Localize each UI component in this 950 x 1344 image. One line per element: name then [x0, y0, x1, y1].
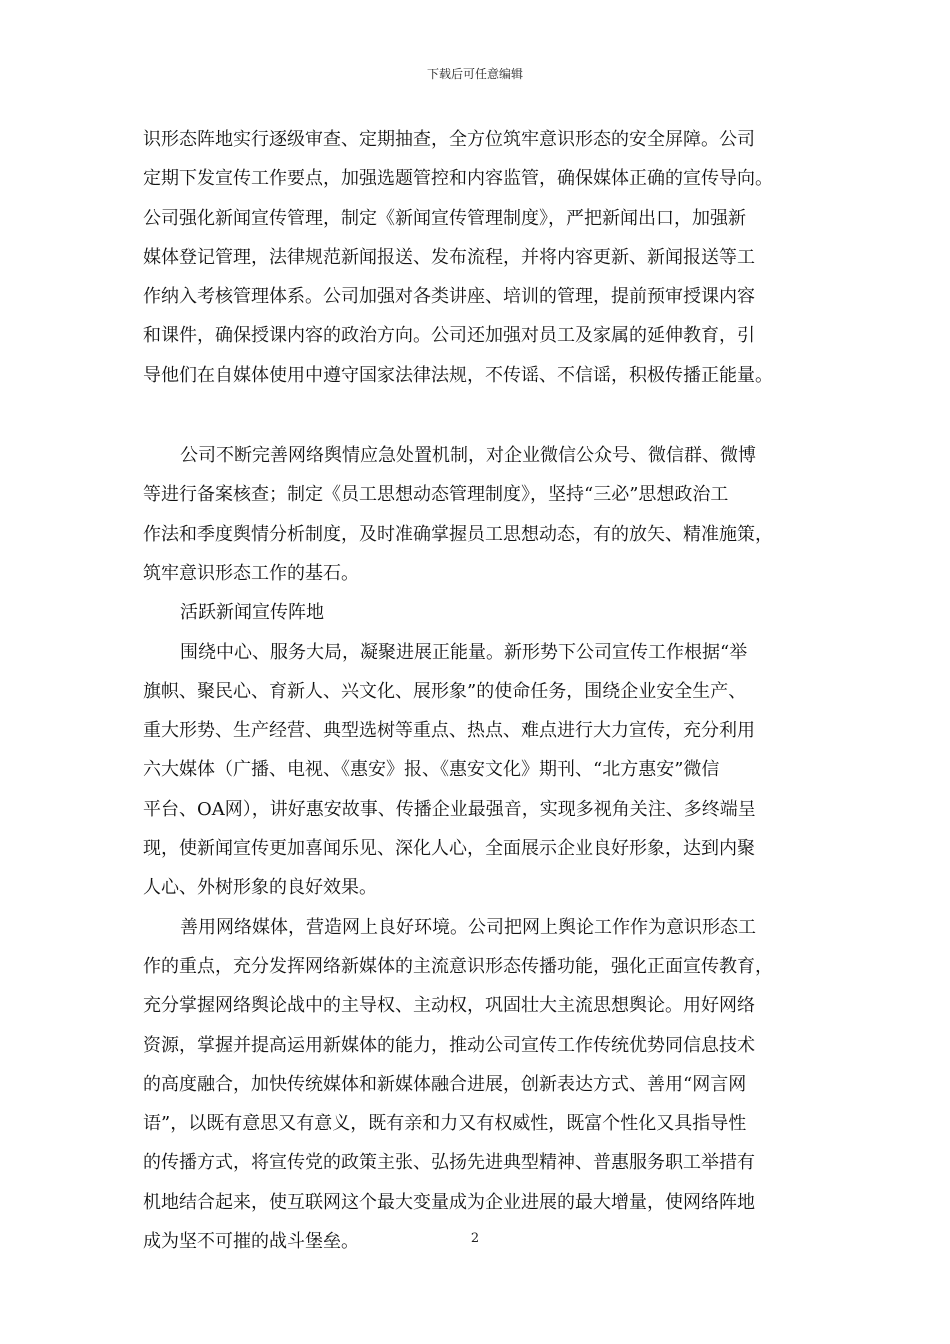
section-heading — [143, 593, 833, 632]
text-line: 识形态阵地实行逐级审查、定期抽查，全方位筑牢意识形态的安全屏障。公司 — [143, 129, 755, 150]
text-line: 围绕中心、服务大局，凝聚进展正能量。新形势下公司宣传工作根据“举 — [180, 641, 748, 663]
text-line: 媒体登记管理，法律规范新闻报送、发布流程，并将内容更新、新闻报送等工 — [143, 246, 755, 268]
section-heading-text: 活跃新闻宣传阵地 — [180, 602, 324, 624]
text-line: 善用网络媒体，营造网上良好环境。公司把网上舆论工作作为意识形态工 — [180, 916, 756, 938]
text-line: 定期下发宣传工作要点，加强选题管控和内容监管，确保媒体正确的宣传导向。 — [143, 168, 773, 190]
text-line: 导他们在自媒体使用中遵守国家法律法规，不传谣、不信谣，积极传播正能量。 — [143, 364, 773, 386]
text-line: 的高度融合，加快传统媒体和新媒体融合进展，创新表达方式、善用“网言网 — [143, 1073, 747, 1095]
paragraph-spacer — [143, 395, 833, 436]
text-line: 平台、OA网），讲好惠安故事、传播企业最强音，实现多视角关注、多终端呈 — [143, 798, 756, 820]
text-line: 等进行备案核查；制定《员工思想动态管理制度》，坚持“三必”思想政治工 — [143, 484, 729, 506]
text-line: 人心、外树形象的良好效果。 — [143, 877, 377, 899]
text-line: 和课件，确保授课内容的政治方向。公司还加强对员工及家属的延伸教育，引 — [143, 325, 755, 347]
document-body — [143, 120, 833, 1261]
text-line: 充分掌握网络舆论战中的主导权、主动权，巩固壮大主流思想舆论。用好网络 — [143, 995, 755, 1017]
text-line: 作的重点，充分发挥网络新媒体的主流意识形态传播功能，强化正面宣传教育， — [143, 955, 773, 977]
text-line: 六大媒体（广播、电视、《惠安》报、《惠安文化》期刊、“北方惠安”微信 — [143, 759, 720, 781]
text-line: 成为坚不可摧的战斗堡垒。 — [143, 1231, 359, 1253]
text-line: 资源，掌握并提高运用新媒体的能力，推动公司宣传工作传统优势同信息技术 — [143, 1034, 755, 1056]
text-line: 公司强化新闻宣传管理，制定《新闻宣传管理制度》，严把新闻出口，加强新 — [143, 207, 746, 229]
paragraph-2 — [143, 436, 833, 593]
paragraph-4 — [143, 908, 833, 1262]
text-line: 的传播方式，将宣传党的政策主张、弘扬先进典型精神、普惠服务职工举措有 — [143, 1152, 755, 1174]
text-line: 旗帜、聚民心、育新人、兴文化、展形象”的使命任务，围绕企业安全生产、 — [143, 680, 747, 702]
paragraph-3 — [143, 633, 833, 908]
text-line: 语”，以既有意思又有意义，既有亲和力又有权威性，既富个性化又具指导性 — [143, 1113, 747, 1135]
page-number: 2 — [470, 1231, 480, 1246]
page-header: 下载后可任意编辑 — [426, 67, 523, 81]
paragraph-1 — [143, 120, 833, 395]
text-line: 作纳入考核管理体系。公司加强对各类讲座、培训的管理，提前预审授课内容 — [143, 286, 755, 308]
text-line: 公司不断完善网络舆情应急处置机制，对企业微信公众号、微信群、微博 — [180, 445, 756, 467]
text-line: 作法和季度舆情分析制度，及时准确掌握员工思想动态，有的放矢、精准施策， — [143, 523, 773, 545]
text-line: 重大形势、生产经营、典型选树等重点、热点、难点进行大力宣传，充分利用 — [143, 720, 755, 742]
text-line: 现，使新闻宣传更加喜闻乐见、深化人心，全面展示企业良好形象，达到内聚 — [143, 838, 755, 860]
text-line: 筑牢意识形态工作的基石。 — [143, 562, 359, 584]
text-line: 机地结合起来，使互联网这个最大变量成为企业进展的最大增量，使网络阵地 — [143, 1191, 755, 1213]
